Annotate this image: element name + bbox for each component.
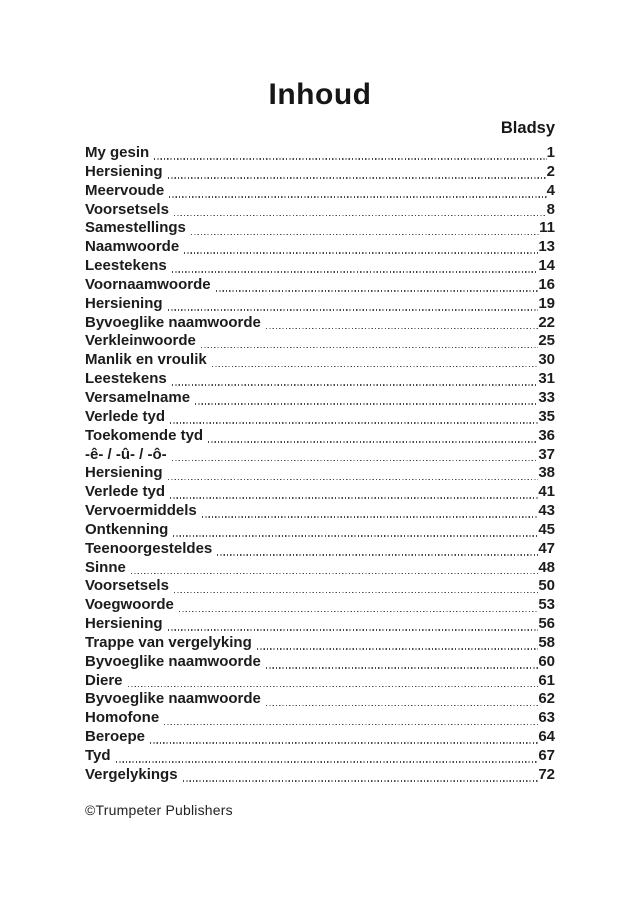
toc-entry-label: Naamwoorde bbox=[85, 238, 180, 256]
toc-entry-page: 35 bbox=[538, 407, 555, 425]
toc-row bbox=[85, 446, 555, 465]
toc-entry-label: Homofone bbox=[85, 709, 160, 727]
dot-leader bbox=[173, 535, 538, 537]
toc-entry-page: 4 bbox=[546, 181, 555, 199]
toc-entry-label: Leestekens bbox=[85, 257, 167, 275]
toc-entry-label: Verlede tyd bbox=[85, 483, 166, 501]
dot-leader bbox=[174, 592, 538, 594]
toc-row bbox=[85, 408, 555, 427]
toc-row bbox=[85, 427, 555, 446]
toc-row bbox=[85, 559, 555, 578]
toc-entry-page: 22 bbox=[538, 313, 555, 331]
toc-entry-page: 60 bbox=[538, 652, 555, 670]
toc-entry-page: 14 bbox=[538, 257, 555, 275]
toc-row bbox=[85, 747, 555, 766]
toc-row bbox=[85, 634, 555, 653]
toc-entry-label: Hersiening bbox=[85, 615, 163, 633]
dot-leader bbox=[195, 403, 538, 405]
toc-entry-page: 72 bbox=[538, 765, 555, 783]
toc-entry-label: Verlede tyd bbox=[85, 407, 166, 425]
toc-entry-label: Byvoeglike naamwoorde bbox=[85, 690, 261, 708]
dot-leader bbox=[168, 479, 539, 481]
toc-row bbox=[85, 219, 555, 238]
toc-entry-label: Meervoude bbox=[85, 181, 165, 199]
dot-leader bbox=[164, 724, 538, 726]
toc-row bbox=[85, 728, 555, 747]
toc-row bbox=[85, 502, 555, 521]
toc-entry-page: 16 bbox=[538, 275, 555, 293]
dot-leader bbox=[168, 629, 539, 631]
toc-entry-label: Ontkenning bbox=[85, 520, 169, 538]
dot-leader bbox=[266, 328, 538, 330]
toc-row bbox=[85, 201, 555, 220]
toc-entry-page: 67 bbox=[538, 747, 555, 764]
dot-leader bbox=[257, 648, 539, 650]
toc-entry-label: Byvoeglike naamwoorde bbox=[85, 652, 261, 670]
toc-entry-page: 31 bbox=[538, 370, 555, 388]
toc-entry-label: Versamelname bbox=[85, 388, 191, 406]
toc-entry-page: 45 bbox=[538, 520, 555, 538]
toc-row bbox=[85, 596, 555, 615]
toc-entry-label: Voorsetsels bbox=[85, 200, 169, 218]
toc-entry-page: 56 bbox=[538, 615, 555, 633]
toc-entry-page: 48 bbox=[538, 558, 555, 576]
dot-leader bbox=[191, 234, 539, 236]
toc-row bbox=[85, 351, 555, 370]
toc-entry-page: 19 bbox=[538, 294, 555, 312]
toc-entry-page: 33 bbox=[538, 388, 555, 406]
dot-leader bbox=[217, 554, 538, 556]
toc-entry-page: 64 bbox=[538, 728, 555, 746]
toc-row bbox=[85, 332, 555, 351]
toc-row bbox=[85, 672, 555, 691]
toc-entry-label: Byvoeglike naamwoorde bbox=[85, 313, 261, 331]
toc-entry-page: 8 bbox=[546, 200, 555, 218]
dot-leader bbox=[183, 780, 539, 782]
toc-entry-label: Sinne bbox=[85, 558, 126, 576]
toc-row bbox=[85, 483, 555, 502]
toc-row bbox=[85, 295, 555, 314]
table-of-contents bbox=[85, 144, 555, 785]
toc-entry-label: Diere bbox=[85, 671, 123, 689]
toc-entry-page: 62 bbox=[538, 690, 555, 708]
toc-entry-label: Manlik en vroulik bbox=[85, 351, 207, 369]
toc-row bbox=[85, 653, 555, 672]
toc-row bbox=[85, 163, 555, 182]
dot-leader bbox=[150, 742, 538, 744]
toc-entry-label: Toekomende tyd bbox=[85, 426, 204, 444]
dot-leader bbox=[174, 215, 547, 217]
page-title: Inhoud bbox=[268, 78, 372, 111]
dot-leader bbox=[201, 347, 538, 349]
toc-entry-label: My gesin bbox=[85, 144, 150, 161]
toc-entry-label: -ê- / -û- / -ô- bbox=[85, 445, 167, 463]
toc-entry-page: 1 bbox=[546, 144, 555, 161]
toc-entry-label: Tyd bbox=[85, 747, 111, 764]
toc-entry-page: 61 bbox=[538, 671, 555, 689]
toc-entry-page: 43 bbox=[538, 502, 555, 520]
toc-entry-label: Voorsetsels bbox=[85, 577, 169, 595]
toc-entry-label: Voegwoorde bbox=[85, 596, 174, 614]
toc-entry-label: Teenoorgesteldes bbox=[85, 539, 213, 557]
toc-entry-page: 13 bbox=[538, 238, 555, 256]
dot-leader bbox=[172, 460, 539, 462]
toc-entry-page: 53 bbox=[538, 596, 555, 614]
toc-entry-label: Hersiening bbox=[85, 464, 163, 482]
toc-row bbox=[85, 238, 555, 257]
toc-entry-page: 63 bbox=[538, 709, 555, 727]
dot-leader bbox=[131, 573, 538, 575]
dot-leader bbox=[170, 422, 538, 424]
toc-row bbox=[85, 690, 555, 709]
dot-leader bbox=[116, 761, 539, 763]
toc-row bbox=[85, 370, 555, 389]
toc-row bbox=[85, 257, 555, 276]
toc-entry-page: 36 bbox=[538, 426, 555, 444]
dot-leader bbox=[172, 271, 539, 273]
footer-copyright: ©Trumpeter Publishers bbox=[85, 802, 233, 818]
dot-leader bbox=[128, 686, 539, 688]
toc-entry-page: 25 bbox=[538, 332, 555, 350]
toc-row bbox=[85, 182, 555, 201]
toc-entry-page: 41 bbox=[538, 483, 555, 501]
toc-row bbox=[85, 521, 555, 540]
dot-leader bbox=[169, 196, 546, 198]
toc-entry-page: 38 bbox=[538, 464, 555, 482]
toc-entry-page: 11 bbox=[539, 219, 555, 237]
toc-entry-label: Leestekens bbox=[85, 370, 167, 388]
toc-entry-page: 30 bbox=[538, 351, 555, 369]
dot-leader bbox=[208, 441, 538, 443]
toc-entry-page: 47 bbox=[538, 539, 555, 557]
toc-entry-label: Vervoermiddels bbox=[85, 502, 197, 520]
dot-leader bbox=[202, 516, 539, 518]
dot-leader bbox=[266, 667, 538, 669]
toc-entry-label: Hersiening bbox=[85, 162, 163, 180]
toc-row bbox=[85, 709, 555, 728]
toc-row bbox=[85, 144, 555, 163]
dot-leader bbox=[154, 158, 546, 160]
toc-row bbox=[85, 766, 555, 785]
dot-leader bbox=[216, 290, 539, 292]
toc-entry-page: 50 bbox=[538, 577, 555, 595]
dot-leader bbox=[212, 366, 539, 368]
dot-leader bbox=[170, 497, 538, 499]
toc-entry-label: Beroepe bbox=[85, 728, 146, 746]
dot-leader bbox=[168, 309, 539, 311]
toc-entry-label: Vergelykings bbox=[85, 765, 178, 783]
toc-entry-label: Samestellings bbox=[85, 219, 186, 237]
toc-entry-label: Trappe van vergelyking bbox=[85, 633, 252, 651]
toc-row bbox=[85, 577, 555, 596]
page-number-column-header: Bladsy bbox=[500, 119, 555, 137]
toc-row bbox=[85, 615, 555, 634]
toc-row bbox=[85, 389, 555, 408]
dot-leader bbox=[172, 384, 539, 386]
toc-entry-page: 2 bbox=[546, 162, 555, 180]
dot-leader bbox=[184, 252, 538, 254]
dot-leader bbox=[266, 705, 538, 707]
toc-row bbox=[85, 540, 555, 559]
toc-row bbox=[85, 314, 555, 333]
dot-leader bbox=[179, 611, 538, 613]
dot-leader bbox=[168, 177, 547, 179]
toc-entry-page: 58 bbox=[538, 633, 555, 651]
toc-entry-label: Voornaamwoorde bbox=[85, 275, 211, 293]
toc-entry-page: 37 bbox=[538, 445, 555, 463]
toc-entry-label: Verkleinwoorde bbox=[85, 332, 196, 350]
toc-row bbox=[85, 464, 555, 483]
toc-row bbox=[85, 276, 555, 295]
toc-entry-label: Hersiening bbox=[85, 294, 163, 312]
